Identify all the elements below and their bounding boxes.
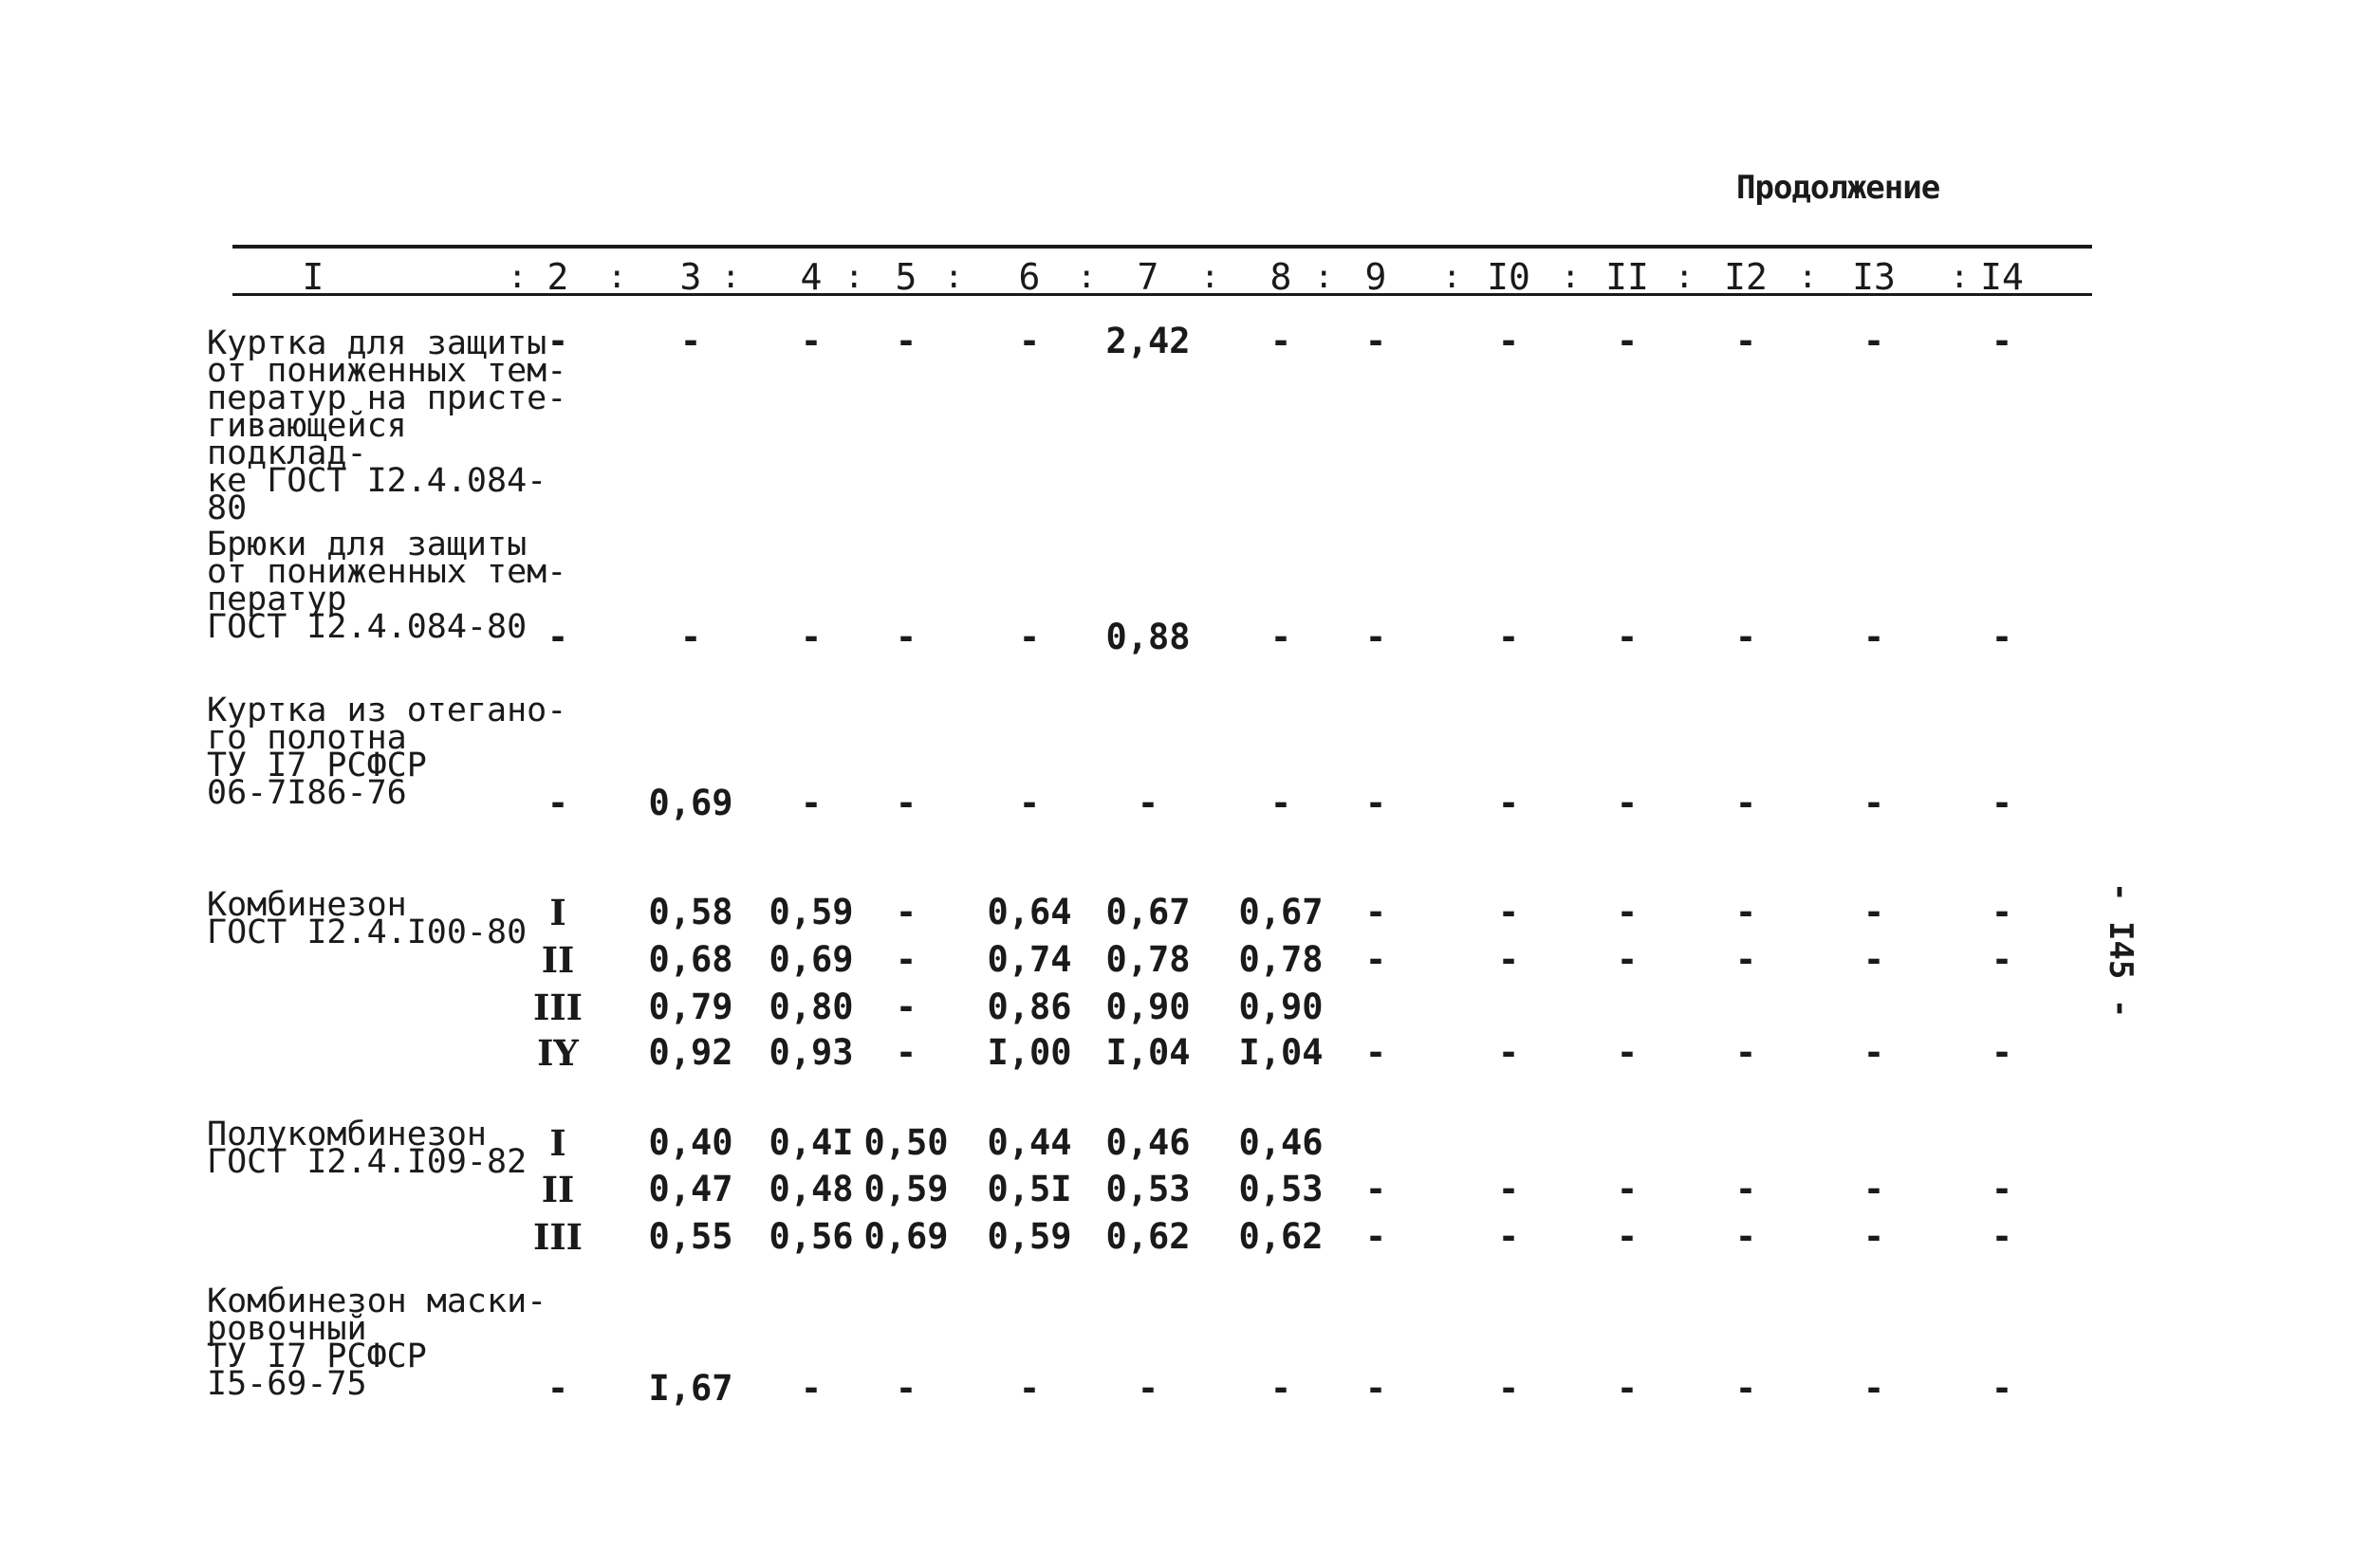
table-cell: - — [1497, 1368, 1520, 1409]
table-cell: - — [1497, 783, 1520, 823]
table-cell: 0,88 — [1105, 617, 1191, 657]
table-cell: - — [1862, 1368, 1885, 1409]
column-separator: : — [944, 258, 964, 296]
column-separator: : — [1798, 258, 1818, 296]
table-cell: 0,79 — [648, 987, 733, 1027]
table-cell: - — [1364, 321, 1387, 361]
table-cell: - — [1497, 617, 1520, 657]
table-cell: 0,69 — [648, 783, 733, 823]
table-cell: 0,62 — [1238, 1216, 1324, 1257]
column-header-7: 7 — [1137, 256, 1159, 298]
column-separator: : — [508, 258, 528, 296]
table-cell: - — [1616, 783, 1639, 823]
table-cell: - — [1616, 1032, 1639, 1073]
column-header-6: 6 — [1018, 256, 1041, 298]
table-cell: 0,90 — [1238, 987, 1324, 1027]
table-cell: 0,44 — [987, 1122, 1072, 1163]
table-cell: - — [1364, 1032, 1387, 1073]
table-cell: - — [1364, 1169, 1387, 1209]
table-cell: II — [541, 939, 575, 981]
table-cell: - — [1018, 783, 1041, 823]
table-cell: 0,40 — [648, 1122, 733, 1163]
table-cell: II — [541, 1169, 575, 1210]
table-cell: - — [1497, 1032, 1520, 1073]
table-cell: - — [1862, 1216, 1885, 1257]
table-cell: 0,59 — [863, 1169, 949, 1209]
column-separator: : — [1077, 258, 1097, 296]
table-cell: - — [547, 783, 569, 823]
table-cell: - — [679, 321, 702, 361]
table-cell: - — [1137, 783, 1159, 823]
table-cell: - — [1734, 1368, 1757, 1409]
table-cell: - — [547, 617, 569, 657]
page-title: Продолжение — [1736, 169, 1940, 207]
table-cell: - — [1616, 321, 1639, 361]
column-header-13: I3 — [1852, 256, 1896, 298]
table-cell: 0,92 — [648, 1032, 733, 1073]
row-item-name: Брюки для защиты от пониженных тем- ператур ГОСТ I2.4.084-80 — [207, 526, 567, 646]
column-separator: : — [1950, 258, 1970, 296]
table-cell: - — [1862, 783, 1885, 823]
table-cell: - — [1616, 617, 1639, 657]
table-cell: - — [1991, 939, 2013, 980]
table-cell: - — [1991, 783, 2013, 823]
column-separator: : — [721, 258, 741, 296]
table-cell: 0,56 — [769, 1216, 854, 1257]
column-separator: : — [1675, 258, 1695, 296]
table-cell: - — [1991, 617, 2013, 657]
table-top-rule — [232, 245, 2092, 249]
table-cell: 0,59 — [987, 1216, 1072, 1257]
table-cell: - — [1734, 783, 1757, 823]
table-cell: - — [1862, 1169, 1885, 1209]
row-item-name: Куртка для защиты от пониженных тем- ператур на присте- гивающейся подклад- ке ГОСТ I2.4.084-80 — [207, 324, 567, 527]
table-cell: - — [895, 1368, 917, 1409]
table-cell: III — [533, 1216, 583, 1258]
table-cell: I,04 — [1238, 1032, 1324, 1073]
table-cell: - — [1991, 1032, 2013, 1073]
table-cell: - — [895, 617, 917, 657]
table-cell: I,00 — [987, 1032, 1072, 1073]
table-cell: - — [547, 321, 569, 361]
column-separator: : — [1561, 258, 1581, 296]
column-header-8: 8 — [1269, 256, 1292, 298]
table-cell: - — [1616, 1216, 1639, 1257]
table-cell: - — [1616, 939, 1639, 980]
table-cell: I — [549, 1122, 566, 1164]
column-header-9: 9 — [1364, 256, 1387, 298]
column-separator: : — [844, 258, 864, 296]
table-cell: 0,78 — [1238, 939, 1324, 980]
column-header-14: I4 — [1980, 256, 2024, 298]
column-header-10: I0 — [1487, 256, 1530, 298]
table-cell: - — [1018, 617, 1041, 657]
table-cell: 0,4I — [769, 1122, 854, 1163]
table-cell: - — [1364, 939, 1387, 980]
table-cell: - — [1862, 617, 1885, 657]
column-header-2: 2 — [547, 256, 569, 298]
column-header-4: 4 — [800, 256, 823, 298]
table-cell: - — [1364, 783, 1387, 823]
table-cell: 0,67 — [1105, 892, 1191, 932]
table-cell: - — [1497, 939, 1520, 980]
table-cell: 0,46 — [1105, 1122, 1191, 1163]
row-item-name: Комбинезон ГОСТ I2.4.I00-80 — [207, 886, 528, 951]
table-cell: - — [800, 1368, 823, 1409]
table-cell: 0,93 — [769, 1032, 854, 1073]
row-item-name: Комбинезон маски- ровочный ТУ I7 РСФСР I5-69-75 — [207, 1282, 547, 1403]
column-header-3: 3 — [679, 256, 702, 298]
row-item-name: Полукомбинезон ГОСТ I2.4.I09-82 — [207, 1116, 528, 1181]
table-cell: 0,59 — [769, 892, 854, 932]
table-cell: 0,64 — [987, 892, 1072, 932]
column-separator: : — [1314, 258, 1334, 296]
table-cell: - — [1734, 617, 1757, 657]
table-cell: - — [895, 987, 917, 1027]
table-cell: 0,53 — [1238, 1169, 1324, 1209]
table-cell: - — [1497, 1216, 1520, 1257]
table-cell: 0,50 — [863, 1122, 949, 1163]
table-cell: - — [1364, 617, 1387, 657]
table-cell: - — [1862, 1032, 1885, 1073]
table-cell: - — [1862, 321, 1885, 361]
table-cell: IY — [537, 1032, 579, 1074]
table-cell: - — [1862, 939, 1885, 980]
table-cell: - — [1734, 939, 1757, 980]
table-cell: - — [1497, 892, 1520, 932]
table-cell: 0,58 — [648, 892, 733, 932]
table-cell: - — [1269, 1368, 1292, 1409]
table-cell: - — [1734, 892, 1757, 932]
table-cell: 0,67 — [1238, 892, 1324, 932]
table-cell: I,04 — [1105, 1032, 1191, 1073]
table-cell: - — [1862, 892, 1885, 932]
column-header-12: I2 — [1724, 256, 1768, 298]
table-cell: 0,74 — [987, 939, 1072, 980]
table-cell: 0,86 — [987, 987, 1072, 1027]
column-header-1: I — [302, 256, 324, 298]
table-cell: - — [679, 617, 702, 657]
table-cell: 0,90 — [1105, 987, 1191, 1027]
table-cell: - — [895, 939, 917, 980]
table-cell: - — [1497, 1169, 1520, 1209]
table-cell: 0,48 — [769, 1169, 854, 1209]
page-number: - I45 - — [2102, 882, 2140, 1019]
table-cell: - — [895, 321, 917, 361]
table-cell: - — [1991, 1169, 2013, 1209]
table-cell: - — [547, 1368, 569, 1409]
table-cell: - — [1018, 321, 1041, 361]
table-cell: - — [1991, 892, 2013, 932]
table-cell: - — [1018, 1368, 1041, 1409]
table-cell: - — [895, 783, 917, 823]
table-cell: - — [800, 783, 823, 823]
column-header-11: II — [1605, 256, 1649, 298]
table-cell: - — [1991, 321, 2013, 361]
table-cell: - — [1616, 1169, 1639, 1209]
table-cell: - — [800, 617, 823, 657]
table-cell: - — [1616, 1368, 1639, 1409]
table-cell: - — [1269, 321, 1292, 361]
table-cell: - — [1364, 1216, 1387, 1257]
table-cell: 0,62 — [1105, 1216, 1191, 1257]
table-cell: I — [549, 892, 566, 933]
row-item-name: Куртка из отегано- го полотна ТУ I7 РСФСР 06-7I86-76 — [207, 692, 567, 812]
table-cell: 2,42 — [1105, 321, 1191, 361]
table-cell: - — [895, 892, 917, 932]
table-cell: - — [1991, 1216, 2013, 1257]
table-cell: - — [1364, 892, 1387, 932]
column-separator: : — [1442, 258, 1462, 296]
table-cell: - — [1734, 1032, 1757, 1073]
table-cell: - — [1734, 321, 1757, 361]
column-separator: : — [607, 258, 627, 296]
table-cell: - — [1734, 1216, 1757, 1257]
table-cell: III — [533, 987, 583, 1028]
table-cell: 0,47 — [648, 1169, 733, 1209]
table-cell: - — [1497, 321, 1520, 361]
table-cell: 0,68 — [648, 939, 733, 980]
table-cell: 0,80 — [769, 987, 854, 1027]
table-cell: 0,5I — [987, 1169, 1072, 1209]
table-cell: - — [800, 321, 823, 361]
table-cell: - — [1991, 1368, 2013, 1409]
table-cell: 0,55 — [648, 1216, 733, 1257]
column-header-5: 5 — [895, 256, 917, 298]
table-cell: 0,69 — [769, 939, 854, 980]
table-cell: - — [1616, 892, 1639, 932]
table-cell: 0,78 — [1105, 939, 1191, 980]
table-cell: 0,46 — [1238, 1122, 1324, 1163]
table-cell: 0,53 — [1105, 1169, 1191, 1209]
column-separator: : — [1200, 258, 1220, 296]
table-cell: - — [1269, 617, 1292, 657]
table-cell: - — [1137, 1368, 1159, 1409]
table-cell: - — [1734, 1169, 1757, 1209]
table-cell: 0,69 — [863, 1216, 949, 1257]
table-cell: - — [895, 1032, 917, 1073]
table-cell: - — [1364, 1368, 1387, 1409]
table-cell: I,67 — [648, 1368, 733, 1409]
table-cell: - — [1269, 783, 1292, 823]
